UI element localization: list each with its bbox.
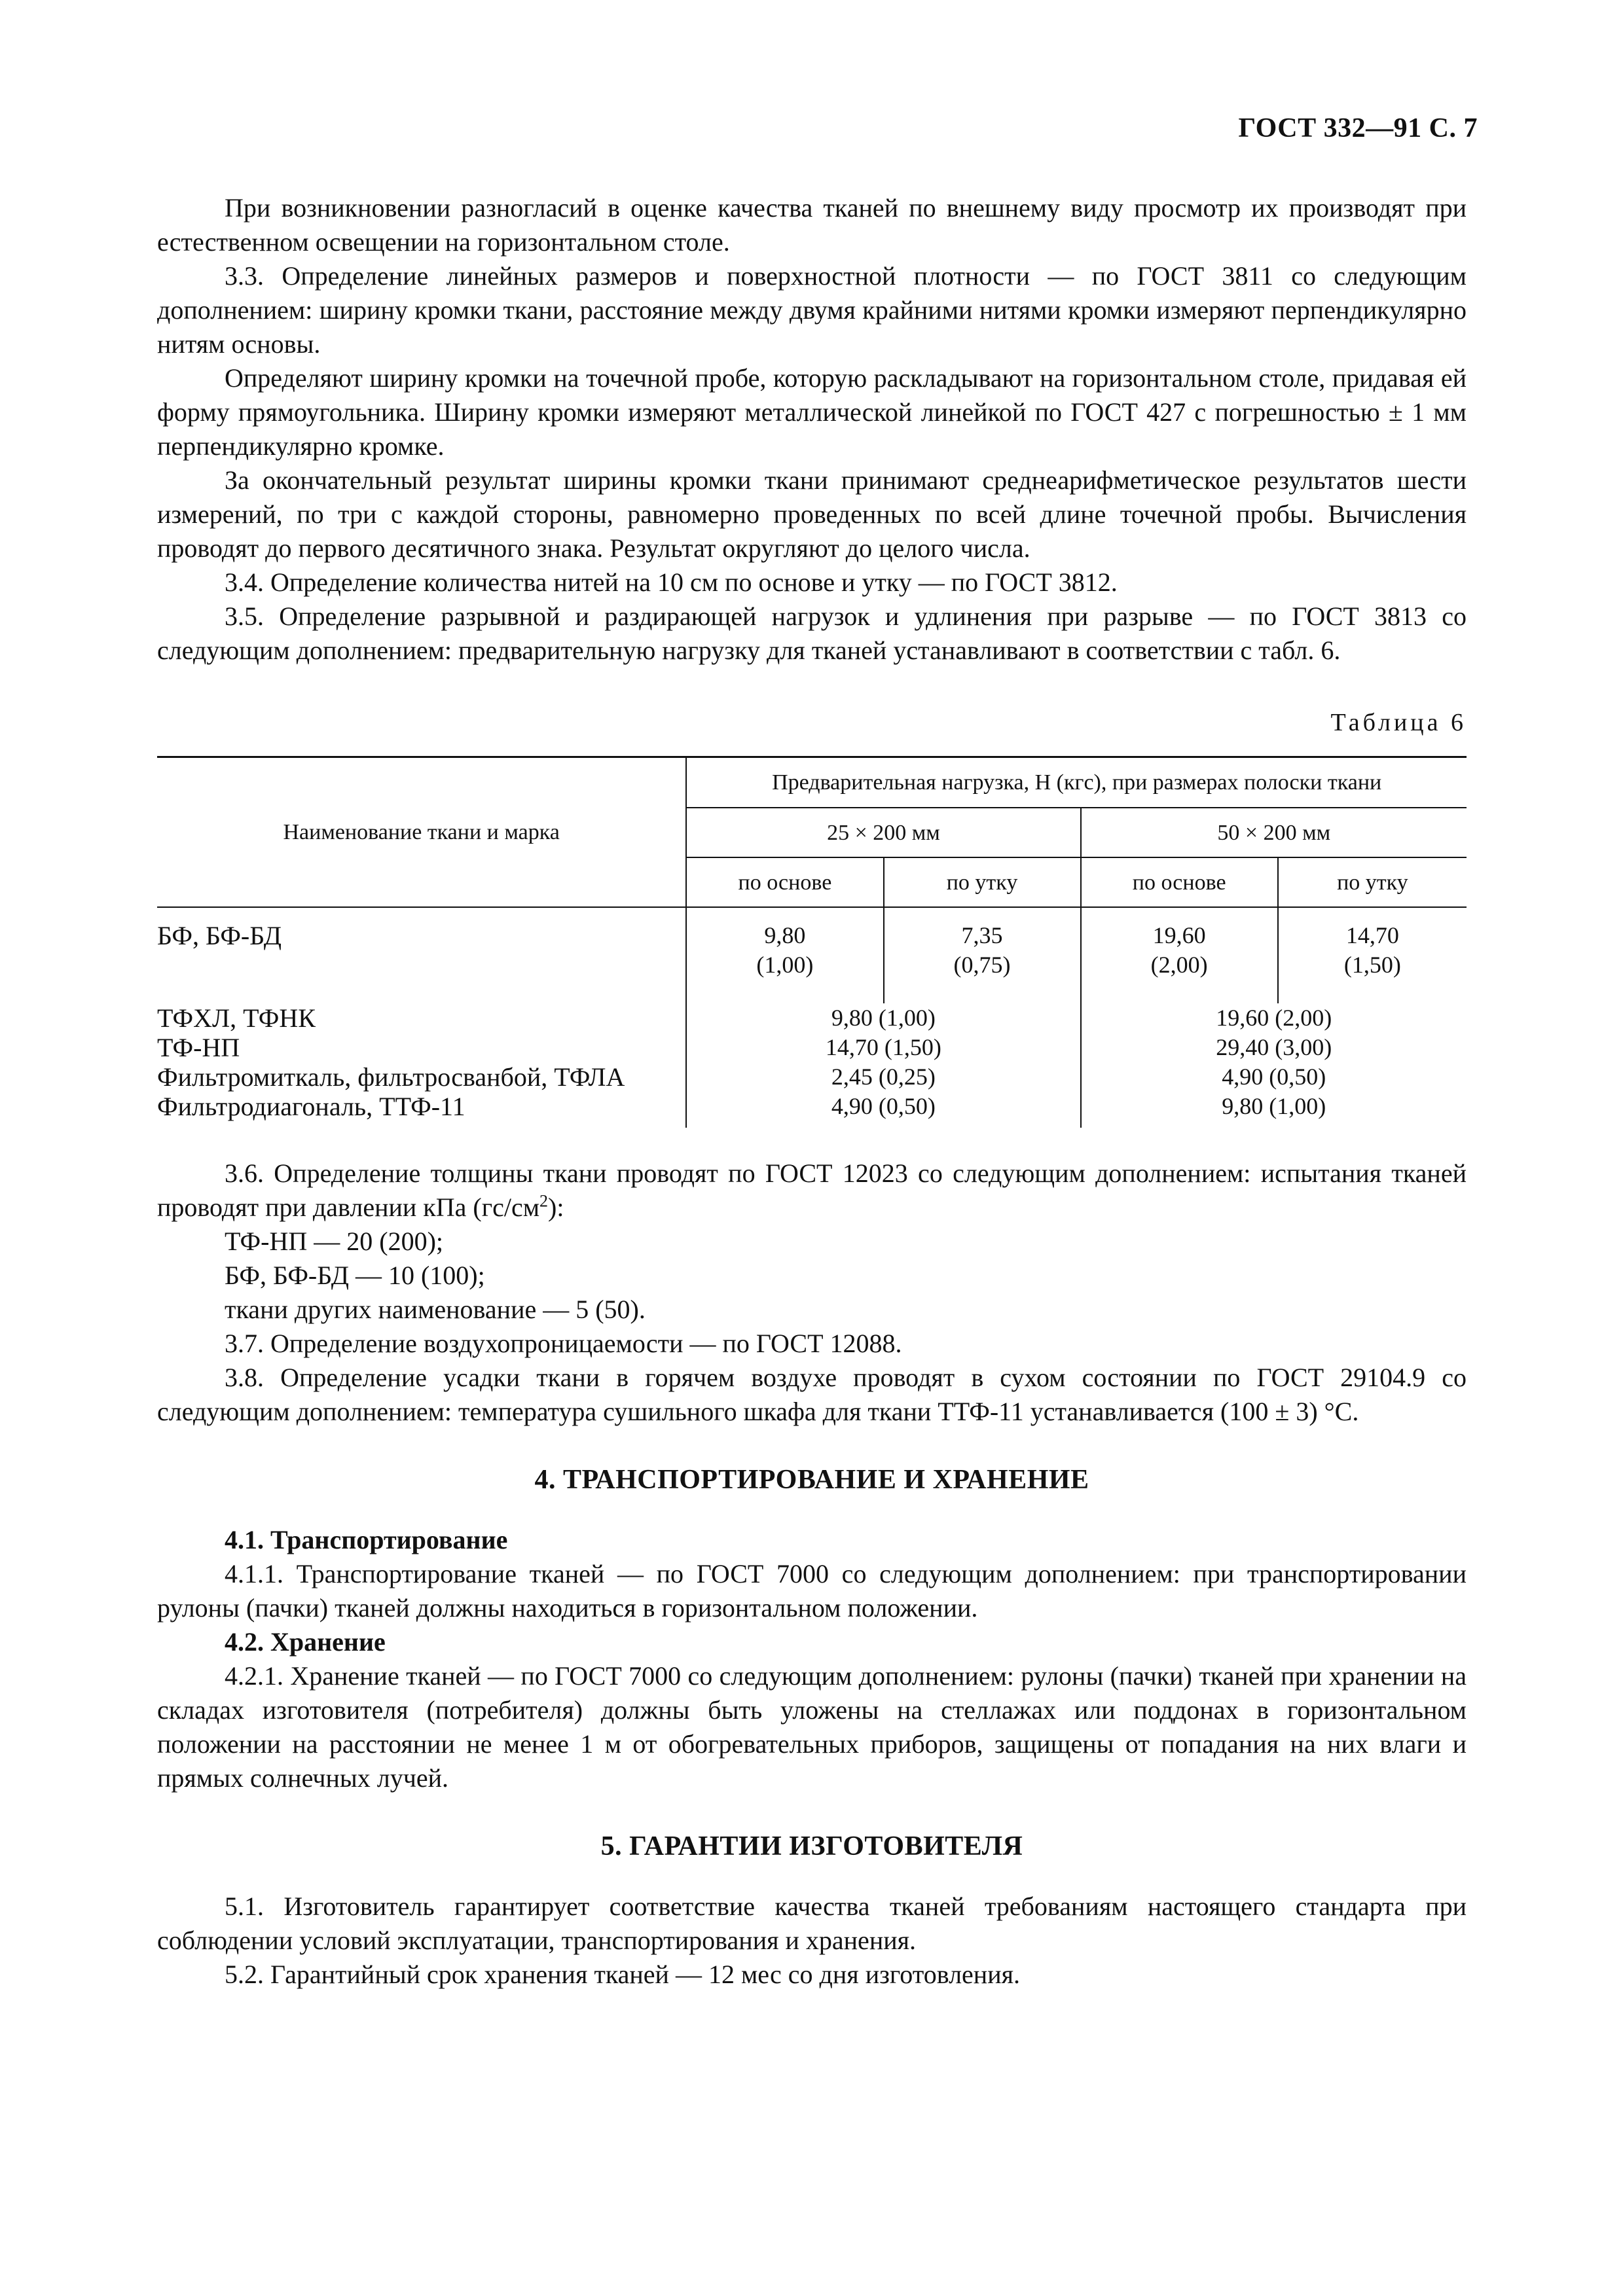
table-cell: 9,80 (1,00) xyxy=(686,1003,1080,1033)
table-cell: 2,45 (0,25) xyxy=(686,1062,1080,1092)
paragraph-4-1-1: 4.1.1. Транспортирование тканей — по ГОСТ 7000 со следующим дополнением: при транспортировании рулоны (пачки) тканей должны находиться в горизонтальном положении. xyxy=(157,1559,1467,1623)
table-cell: 19,60 (2,00) xyxy=(1081,1003,1467,1033)
row-name: ТФ-НП xyxy=(157,1033,240,1062)
column-header-warp: по основе xyxy=(686,857,883,907)
table-cell: 7,35 (0,75) xyxy=(884,907,1081,1003)
table-cell: 4,90 (0,50) xyxy=(1081,1062,1467,1092)
column-header-size-25x200: 25 × 200 мм xyxy=(686,808,1080,857)
list-item: ТФ-НП — 20 (200); xyxy=(225,1227,444,1256)
paragraph-3-7: 3.7. Определение воздухопроницаемости — по ГОСТ 12088. xyxy=(225,1329,902,1358)
paragraph-3-8: 3.8. Определение усадки ткани в горячем воздухе проводят в сухом состоянии по ГОСТ 29104.9 со следующим дополнением: температура сушильного шкафа для ткани ТТФ-11 устанавливается (100 ± 3) °С. xyxy=(157,1363,1467,1426)
paragraph: Определяют ширину кромки на точечной пробе, которую раскладывают на горизонтальном столе, придавая ей форму прямоугольника. Ширину кромки измеряют металлической линейкой по ГОСТ 427 с погрешностью ± 1 мм перпендикулярно кромке. xyxy=(157,363,1467,461)
row-name: Фильтромиткаль, фильтросванбой, ТФЛА xyxy=(157,1062,625,1092)
table-row xyxy=(157,1062,1467,1092)
table-cell: 29,40 (3,00) xyxy=(1081,1033,1467,1062)
section-title-5: 5. ГАРАНТИИ ИЗГОТОВИТЕЛЯ xyxy=(600,1831,1023,1861)
paragraph: При возникновении разногласий в оценке качества тканей по внешнему виду просмотр их производят при естественном освещении на горизонтальном столе. xyxy=(157,193,1467,257)
list-item: БФ, БФ-БД — 10 (100); xyxy=(225,1261,485,1290)
table-row xyxy=(157,907,1467,1003)
section-title-4: 4. ТРАНСПОРТИРОВАНИЕ И ХРАНЕНИЕ xyxy=(534,1465,1089,1495)
column-header-warp: по основе xyxy=(1081,857,1278,907)
table-cell: 4,90 (0,50) xyxy=(686,1092,1080,1128)
row-name: Фильтродиагональ, ТТФ-11 xyxy=(157,1092,465,1121)
column-header-weft: по утку xyxy=(884,857,1081,907)
table-cell: 9,80 (1,00) xyxy=(686,907,883,1003)
table-cell: 19,60 (2,00) xyxy=(1081,907,1278,1003)
paragraph-4-2-1: 4.2.1. Хранение тканей — по ГОСТ 7000 со следующим дополнением: рулоны (пачки) тканей при хранении на складах изготовителя (потребителя) должны быть уложены на стеллажах или поддонах в горизонтальном положении на расстоянии не менее 1 м от обогревательных приборов, защищены от попадания на них влаги и прямых солнечных лучей. xyxy=(157,1661,1467,1793)
column-header-weft: по утку xyxy=(1278,857,1467,907)
row-name: ТФХЛ, ТФНК xyxy=(157,1003,316,1033)
paragraph: За окончательный результат ширины кромки ткани принимают среднеарифметическое результатов шести измерений, по три с каждой стороны, равномерно проведенных по всей длине точечной пробы. Вычисления проводят до первого десятичного знака. Результат округляют до целого числа. xyxy=(157,465,1467,563)
table-cell: 14,70 (1,50) xyxy=(1278,907,1467,1003)
table-cell: 14,70 (1,50) xyxy=(686,1033,1080,1062)
list-item: ткани других наименование — 5 (50). xyxy=(225,1295,646,1324)
paragraph-5-2: 5.2. Гарантийный срок хранения тканей — 12 мес со дня изготовления. xyxy=(225,1960,1021,1989)
row-name: БФ, БФ-БД xyxy=(157,921,282,950)
paragraph-3-3: 3.3. Определение линейных размеров и поверхностной плотности — по ГОСТ 3811 со следующим дополнением: ширину кромки ткани, расстояние между двумя крайними нитями кромки измеряют перпендикулярно нитям основы. xyxy=(157,261,1467,359)
column-header-size-50x200: 50 × 200 мм xyxy=(1081,808,1467,857)
table-caption: Таблица 6 xyxy=(1330,709,1467,736)
table-row xyxy=(157,1092,1467,1128)
document-body xyxy=(157,191,1467,1992)
paragraph-3-5: 3.5. Определение разрывной и раздирающей нагрузок и удлинения при разрыве — по ГОСТ 3813 со следующим дополнением: предварительную нагрузку для тканей устанавливают в соответствии с табл. 6. xyxy=(157,601,1467,665)
paragraph-5-1: 5.1. Изготовитель гарантирует соответствие качества тканей требованиям настоящего стандарта при соблюдении условий эксплуатации, транспортирования и хранения. xyxy=(157,1892,1467,1955)
table-row xyxy=(157,1003,1467,1033)
column-header-preload: Предварительная нагрузка, Н (кгс), при размерах полоски ткани xyxy=(686,757,1467,808)
paragraph-3-6: 3.6. Определение толщины ткани проводят по ГОСТ 12023 со следующим дополнением: испытания тканей проводят при давлении кПа $(гс/см^2)$: xyxy=(157,1158,1467,1222)
subsection-heading-4-1: 4.1. Транспортирование xyxy=(225,1525,508,1554)
table-6 xyxy=(157,756,1467,1128)
table-cell: 9,80 (1,00) xyxy=(1081,1092,1467,1128)
table-row xyxy=(157,1033,1467,1062)
subsection-heading-4-2: 4.2. Хранение xyxy=(225,1627,386,1657)
column-header-name: Наименование ткани и марка xyxy=(157,757,686,908)
paragraph-3-4: 3.4. Определение количества нитей на 10 см по основе и утку — по ГОСТ 3812. xyxy=(225,567,1118,597)
page-header: ГОСТ 332—91 С. 7 xyxy=(1238,113,1478,143)
